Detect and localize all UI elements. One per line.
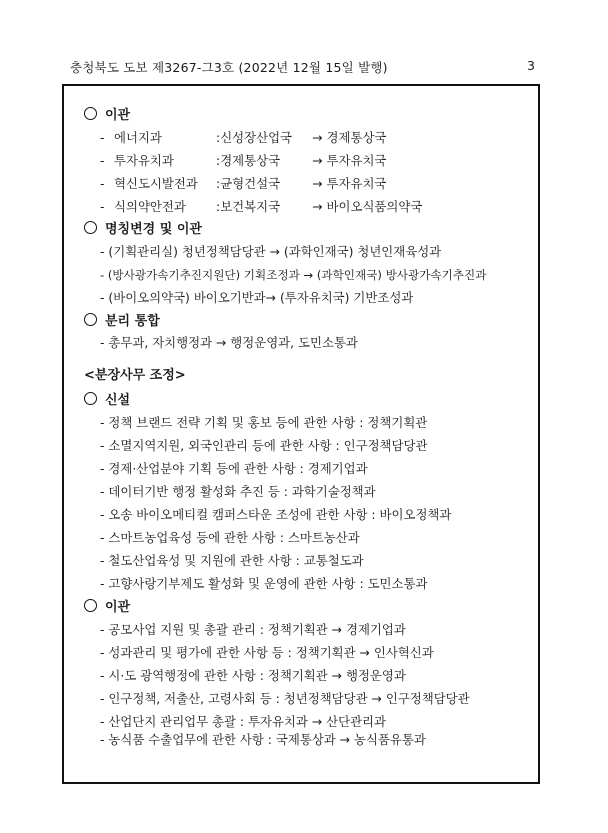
list-item: - 혁신도시발전과 :균형건설국 → 투자유치국 (100, 176, 387, 191)
list-item: - 성과관리 및 평가에 관한 사항 등 : 정책기획관 → 인사혁신과 (100, 645, 434, 660)
section-heading-rename: 명칭변경 및 이관 (84, 221, 202, 238)
list-item: - 경제·산업분야 기획 등에 관한 사항 : 경제기업과 (100, 461, 368, 476)
list-item: - (방사광가속기추진지원단) 기획조정과 → (과학인재국) 방사광가속기추진과 (100, 268, 487, 282)
list-item: - 스마트농업육성 등에 관한 사항 : 스마트농산과 (100, 530, 360, 545)
list-item: - 에너지과 :신성장산업국 → 경제통상국 (100, 130, 387, 145)
list-item: - 소멸지역지원, 외국인관리 등에 관한 사항 : 인구정책담당관 (100, 438, 428, 453)
page-number: 3 (527, 58, 535, 73)
list-item: - 시·도 광역행정에 관한 사항 : 정책기획관 → 행정운영과 (100, 668, 406, 683)
list-item: - 총무과, 자치행정과 → 행정운영과, 도민소통과 (100, 335, 358, 350)
section-heading-transfer: 이관 (84, 107, 130, 124)
list-item: - 정책 브랜드 전략 기획 및 홍보 등에 관한 사항 : 정책기획관 (100, 415, 428, 430)
list-item: - (기획관리실) 청년정책담당관 → (과학인재국) 청년인재육성과 (100, 244, 442, 259)
circle-outline-icon (84, 392, 97, 405)
list-item: - 산업단지 관리업무 총괄 : 투자유치과 → 산단관리과 (100, 714, 386, 729)
list-item: - 투자유치과 :경제통상국 → 투자유치국 (100, 153, 387, 168)
list-item: - 철도산업육성 및 지원에 관한 사항 : 교통철도과 (100, 553, 364, 568)
section-heading-new: 신설 (84, 392, 130, 409)
list-item: - 데이터기반 행정 활성화 추진 등 : 과학기술정책과 (100, 484, 376, 499)
section-heading-merge: 분리 통합 (84, 313, 160, 330)
list-item: - (바이오의약국) 바이오기반과→ (투자유치국) 기반조성과 (100, 290, 414, 305)
duty-adjustment-heading: <분장사무 조정> (84, 368, 186, 383)
list-item: - 농식품 수출업무에 관한 사항 : 국제통상과 → 농식품유통과 (100, 732, 426, 747)
circle-outline-icon (84, 599, 97, 612)
section-heading-duty-transfer: 이관 (84, 599, 130, 616)
circle-outline-icon (84, 313, 97, 326)
list-item: - 인구정책, 저출산, 고령사회 등 : 청년정책담당관 → 인구정책담당관 (100, 691, 470, 706)
list-item: - 공모사업 지원 및 총괄 관리 : 정책기획관 → 경제기업과 (100, 622, 406, 637)
circle-outline-icon (84, 107, 97, 120)
list-item: - 오송 바이오메티컬 캠퍼스타운 조성에 관한 사항 : 바이오정책과 (100, 507, 452, 522)
circle-outline-icon (84, 221, 97, 234)
list-item: - 식의약안전과 :보건복지국 → 바이오식품의약국 (100, 199, 423, 214)
list-item: - 고향사랑기부제도 활성화 및 운영에 관한 사항 : 도민소통과 (100, 576, 428, 591)
document-header: 충청북도 도보 제3267-그3호 (2022년 12월 15일 발행) (70, 60, 388, 75)
